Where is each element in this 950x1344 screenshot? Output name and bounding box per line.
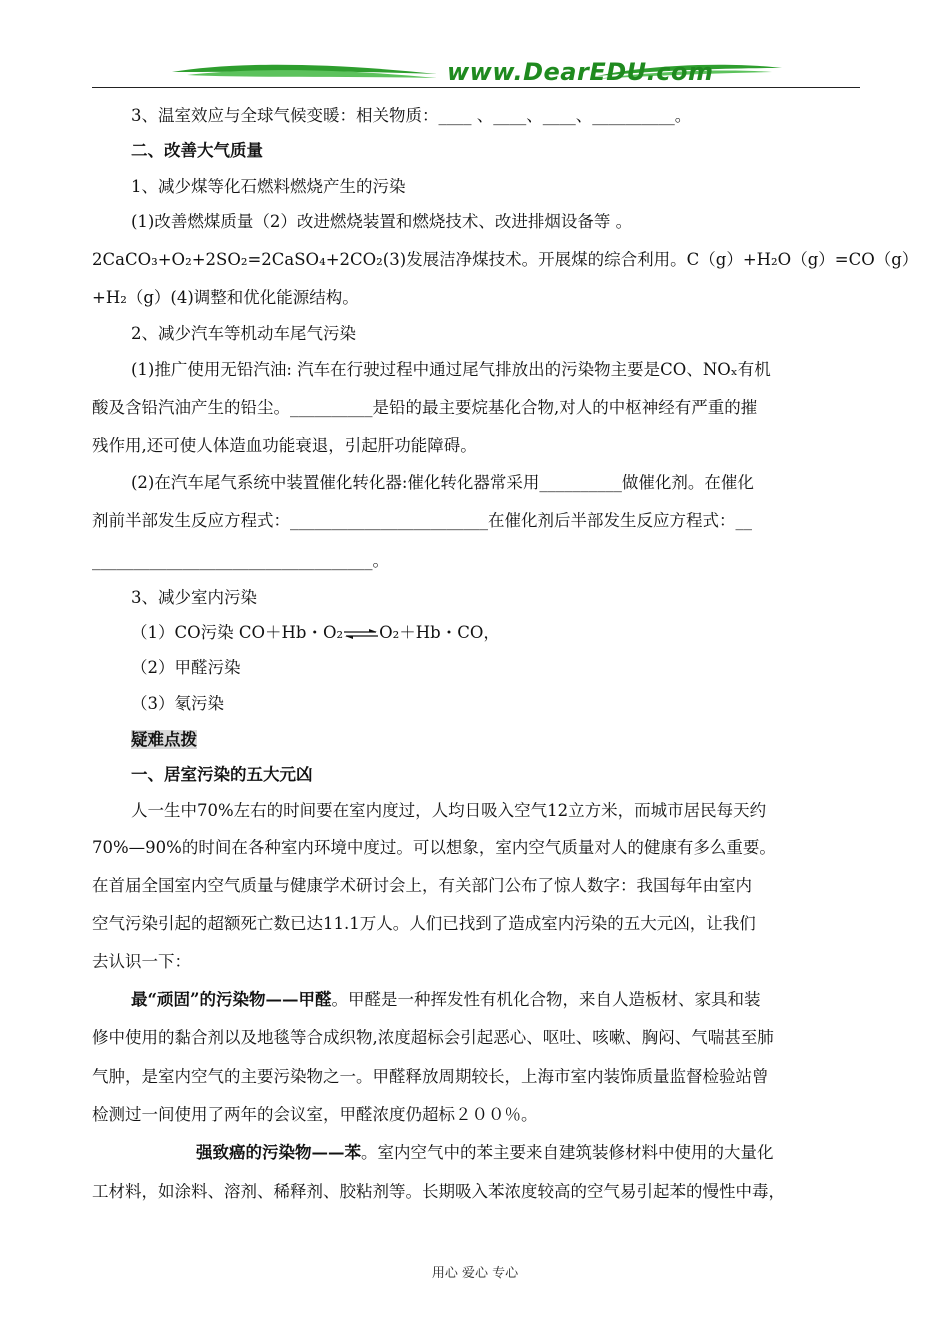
text-line: 2、减少汽车等机动车尾气污染 [131,324,356,343]
equilibrium-arrow-icon [343,628,379,640]
text-line: __________________________________。 [92,551,389,570]
text-line: (1)推广使用无铅汽油: 汽车在行驶过程中通过尾气排放出的污染物主要是CO、NOₓ有机 [131,360,771,379]
benzene-paragraph-line [196,1143,774,1163]
highlighted-heading: 疑难点拨 [131,730,197,749]
formaldehyde-title: 最“顽固”的污染物——甲醛 [131,990,332,1009]
text-line: 气肿，是室内空气的主要污染物之一。甲醛释放周期较长，上海市室内装饰质量监督检验站曾 [92,1067,769,1086]
section-heading: 二、改善大气质量 [131,141,263,160]
benzene-text: 。室内空气中的苯主要来自建筑装修材料中使用的大量化 [361,1143,774,1162]
text-line: 1、减少煤等化石燃料燃烧产生的污染 [131,177,406,196]
text-line: (2)在汽车尾气系统中装置催化转化器:催化转化器常采用__________做催化剂。在催化 [131,473,754,492]
text-line: 3、减少室内污染 [131,588,257,607]
text-line: 检测过一间使用了两年的会议室，甲醛浓度仍超标２００％。 [92,1105,538,1124]
co-equation-left: （1）CO污染 CO＋Hb・O₂ [131,623,344,642]
text-line: 人一生中70%左右的时间要在室内度过，人均日吸入空气12立方米，而城市居民每天约 [131,801,767,820]
text-line: （3）氡污染 [131,694,224,713]
formaldehyde-paragraph-line [131,990,760,1010]
co-equation-line [131,623,500,643]
text-line: 去认识一下： [92,952,191,971]
section-heading: 一、居室污染的五大元凶 [131,765,313,784]
text-line: 2CaCO₃+O₂+2SO₂=2CaSO₄+2CO₂(3)发展洁净煤技术。开展煤的综合利用。C（g）+H₂O（g）=CO（g） [92,250,919,269]
page-header [92,56,860,92]
text-line: 工材料，如涂料、溶剂、稀释剂、胶粘剂等。长期吸入苯浓度较高的空气易引起苯的慢性中毒， [92,1182,785,1201]
section-heading [131,730,197,750]
text-line: 空气污染引起的超额死亡数已达11.1万人。人们已找到了造成室内污染的五大元凶，让我们 [92,914,756,933]
text-line: 剂前半部发生反应方程式：________________________在催化剂后半部发生反应方程式：__ [92,511,752,530]
formaldehyde-text: 。甲醛是一种挥发性有机化合物，来自人造板材、家具和装 [331,990,761,1009]
text-line: 酸及含铅汽油产生的铅尘。__________是铅的最主要烷基化合物,对人的中枢神经有严重的摧 [92,398,758,417]
text-line: 3、温室效应与全球气候变暖：相关物质：____ 、____、____、__________。 [131,106,692,125]
page-footer: 用心 爱心 专心 [431,1266,519,1281]
header-divider [92,87,860,88]
text-line: (1)改善燃煤质量（2）改进燃烧装置和燃烧技术、改进排烟设备等 。 [131,212,633,231]
text-line: 残作用,还可使人体造血功能衰退，引起肝功能障碍。 [92,436,477,455]
text-line: 修中使用的黏合剂以及地毯等合成织物,浓度超标会引起恶心、呕吐、咳嗽、胸闷、气喘甚至肺 [92,1028,774,1047]
text-line: 70%—90%的时间在各种室内环境中度过。可以想象，室内空气质量对人的健康有多么重要。 [92,838,776,857]
text-line: 在首届全国室内空气质量与健康学术研讨会上，有关部门公布了惊人数字：我国每年由室内 [92,876,752,895]
brand-logo-text: www.DearEDU.com [447,58,714,86]
co-equation-right: O₂＋Hb・CO， [379,623,500,642]
benzene-title: 强致癌的污染物——苯 [196,1143,361,1162]
text-line: +H₂（g）(4)调整和优化能源结构。 [92,288,359,307]
text-line: （2）甲醛污染 [131,658,241,677]
